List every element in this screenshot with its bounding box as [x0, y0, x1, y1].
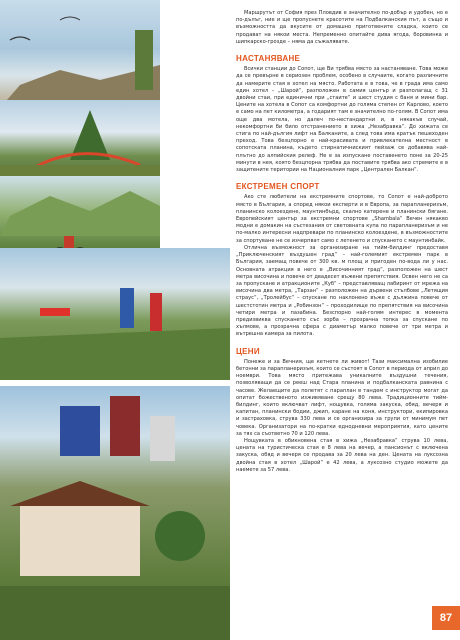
section-title-prices: ЦЕНИ [236, 346, 260, 356]
section-title-extreme-sport: ЕКСТРЕМЕН СПОРТ [236, 182, 320, 192]
group-and-house-photo [0, 386, 230, 640]
park-illustration [0, 100, 160, 180]
park-photo [0, 100, 160, 180]
article-text [236, 10, 448, 474]
hikers-illustration [0, 248, 230, 380]
section-paragraph: Понеже и за Вечния, ще кетнете ли живот! Тази максимална изобилие бетонни за парапланеризъм, които се състоят в Сопот в периода от април до ноември. Това място притежава уникалните въздушни течения, позволяващи да се рееш над Стара планина и подбалканската равнина с часове. Желаещите да полетят с параплан в тандем с инструктор могат да опитат божественото изживяване срещу 80 лева. Традиционните тийм-билдинг, които включват лифт, нощувка, голяма закуска, обяд, вечеря и капитан, планински бодии, джип, каране на коня, инструктори, екипировка и застраховка, струва 330 лева и се организира за групи от минимум пет човека. Организатори на по-кратки еднодневни мероприятия, като цените за тях са съответно 70 и 120 лева. [236, 358, 448, 437]
section-title-accommodation: НАСТАНЯВАНЕ [236, 54, 301, 64]
hikers-photo [0, 248, 230, 380]
photo-column [0, 0, 160, 640]
section-paragraph: Отлична възможност за организиране на тийм-билдинг предоставя „Приключенският въздушен град“ – най-големият екстремен парк в България, заемащ повече от 300 кв. м площ и пригоден по-вода ли у нас. Основната атракция в него е „Височинният град“, разположен на шест метра височина и повече от двадесет въжени препятствия. Освен него не са за пропускане и атракционите „Куб“ – представляващ лабиринт от мрежа на височина два метра, „Тарзан“ – разположен на дървени стълбове „Летящия страус“, „Тролейбус“ – спускане по наклонено въже с дължина повече от шестстотин метра и „Робинзон“ – проходилище по препятствия на височина четири метра и пазабина. Безспорно най-голям интерес в момента предизвиква спускането със зорба – прозрачна топка за спускане по хълмове, а прозрачна сфера с диаметър малко повече от три метра и вътрешна камера за пилота. [236, 244, 448, 338]
group-house-illustration [0, 386, 230, 640]
intro-paragraph: Маршрутът от София през Пловдив е значително по-добър и удобен, но е по-дълъг, ние и ще пропуснете красотите на Подбалканския път, а също и възможността да вкусите от домашно приготвените сладка, които се продават на някои места. Непременно опитайте дива ягода, боровинка и шипкарско-грозде – няма да съжалявате. [236, 10, 448, 45]
page-number: 87 [432, 606, 460, 630]
section-paragraph: Ако сте любители на екстремните спортове, то Сопот е най-доброто място в България, а според някои експерти и в Европа, за парапланеризъм, планинско колоездене, маунтинбърд, скално катерене и планински бягане. Европейският център за екстремни спортове „Shambala“ Вечен някакво модни е домакин на състезания от световната купа по парапланеризъм и не по-малко интересни надпревари по планинско колоездене, в възможностите за спортуване не се изчерпват само с летенето и спускането с маунтинбайк. [236, 194, 448, 244]
paraglider-illustration [0, 0, 160, 108]
paraglider-photo [0, 0, 160, 108]
section-paragraph: Всички станции до Сопот, ще Ви трябва място за настаняване. Това може да се превърне в сериозен проблем, особено в случаите, когато различните да намерите стая в хотел на място. Работата е в това, че в града има само един хотел – „Шарой“, разположен в самия център и разполагащ с 31 двойни стаи, при единични при „стаите“ и шест студия с баня и мини бар. Цените на хотела в Сопот са комфортни до голяма степен от Карлово, което е само на пет километра, а годарият там е значително по-голям. В Сопот има още два мотела, но далеч по-нестандартни и, в някакъв случай, некомфортни би било отстранението в хижа „Незабравка“. До хижата се стига по най-дългия лифт на Балканите, а след това има кратък пешеходен преход. Това безцпорно е най-красивата и привлекателна местност в сопотската планина, където стирнатичниският пейзаж се добавява най-плътно до алпийския релеф. Не е за изпускане поставенето поне за 20-25 минути в нея, която безцпорна трябва да поставите трябва ако стремите е в защитените територии на Националния парк „Централен Балкан“. [236, 66, 448, 174]
section-paragraph: Нощувката в обикновена стая в хижа „Незабравка“ струва 10 лева, цената на туристическа стая е 8 лева на вечер, а пансионът с включена закуска, обяд и вечеря се продава за 20 лева на ден. Цената на луксозна двойна стая в хотел „Шарой“ е 42 лева, а луксозно студио можете да наемете за 57 лева. [236, 437, 448, 473]
